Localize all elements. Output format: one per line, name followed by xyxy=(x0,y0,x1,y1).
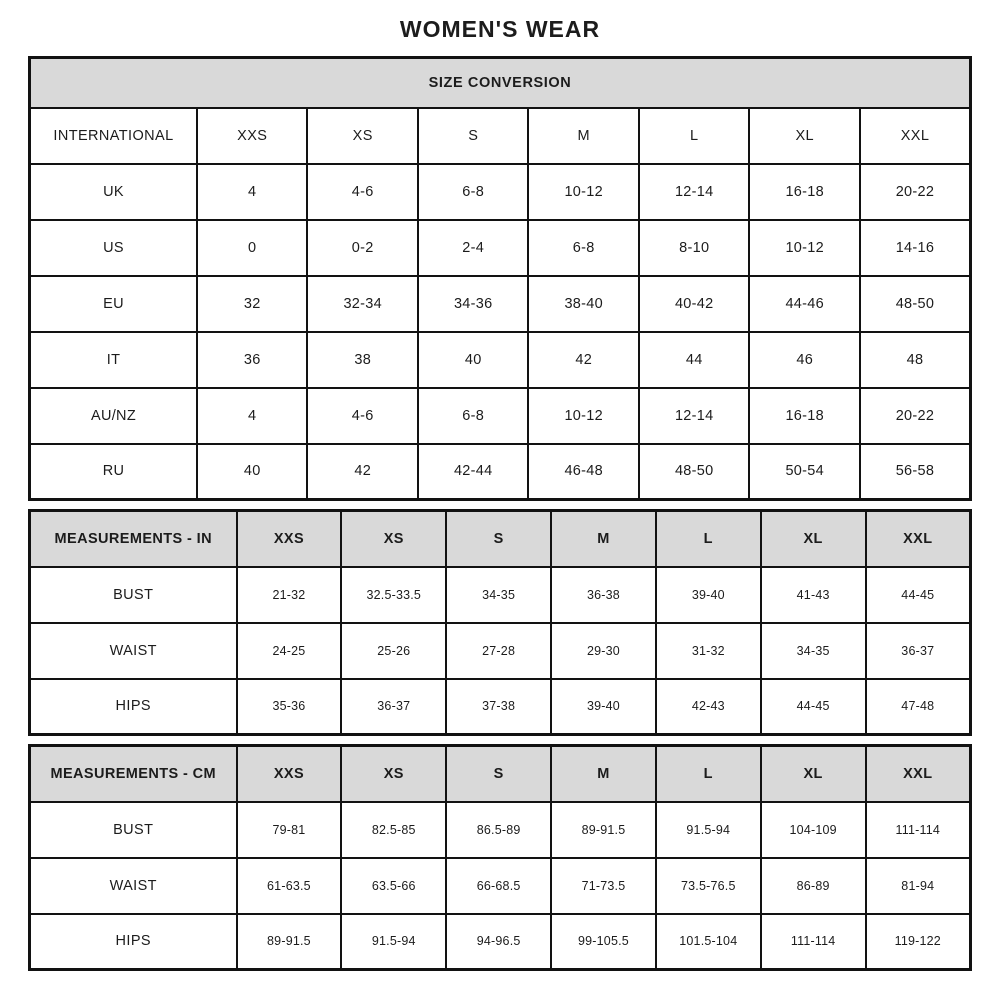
value-cell: 104-109 xyxy=(761,802,866,858)
col-header-m: M xyxy=(551,746,656,802)
value-cell: 42-44 xyxy=(418,444,529,500)
value-cell: 56-58 xyxy=(860,444,971,500)
col-header-s: S xyxy=(446,746,551,802)
value-cell: 38 xyxy=(307,332,418,388)
value-cell: 40-42 xyxy=(639,276,750,332)
table-row xyxy=(30,164,971,220)
measurements-in-header-row xyxy=(30,511,971,567)
value-cell: 44-45 xyxy=(761,679,866,735)
row-label-ru: RU xyxy=(30,444,197,500)
value-cell: 42 xyxy=(528,332,639,388)
row-label-hips: HIPS xyxy=(30,679,237,735)
value-cell: 44 xyxy=(639,332,750,388)
page-title: WOMEN'S WEAR xyxy=(399,16,601,42)
value-cell: 37-38 xyxy=(446,679,551,735)
size-conversion-table xyxy=(28,56,972,501)
value-cell: 73.5-76.5 xyxy=(656,858,761,914)
value-cell: 4 xyxy=(197,164,308,220)
row-label-au-nz: AU/NZ xyxy=(30,388,197,444)
table-row xyxy=(30,858,971,914)
value-cell: 10-12 xyxy=(528,164,639,220)
value-cell: 34-35 xyxy=(761,623,866,679)
table-row xyxy=(30,388,971,444)
value-cell: 12-14 xyxy=(639,388,750,444)
measurements-in-table xyxy=(28,509,972,736)
value-cell: 82.5-85 xyxy=(341,802,446,858)
col-header-xxl: XXL xyxy=(860,108,971,164)
value-cell: 32-34 xyxy=(307,276,418,332)
value-cell: 99-105.5 xyxy=(551,914,656,970)
row-label-it: IT xyxy=(30,332,197,388)
value-cell: 81-94 xyxy=(866,858,971,914)
value-cell: 6-8 xyxy=(418,388,529,444)
value-cell: 46-48 xyxy=(528,444,639,500)
table-row xyxy=(30,802,971,858)
value-cell: 86.5-89 xyxy=(446,802,551,858)
value-cell: 36-38 xyxy=(551,567,656,623)
value-cell: 61-63.5 xyxy=(237,858,342,914)
value-cell: 48-50 xyxy=(860,276,971,332)
value-cell: 0 xyxy=(197,220,308,276)
value-cell: 50-54 xyxy=(749,444,860,500)
col-header-m: M xyxy=(528,108,639,164)
value-cell: 44-46 xyxy=(749,276,860,332)
value-cell: 91.5-94 xyxy=(341,914,446,970)
col-header-l: L xyxy=(656,511,761,567)
table-row xyxy=(30,679,971,735)
value-cell: 44-45 xyxy=(866,567,971,623)
col-header-xs: XS xyxy=(341,746,446,802)
value-cell: 6-8 xyxy=(528,220,639,276)
value-cell: 36 xyxy=(197,332,308,388)
value-cell: 71-73.5 xyxy=(551,858,656,914)
col-header-measurements-in: MEASUREMENTS - IN xyxy=(30,511,237,567)
value-cell: 10-12 xyxy=(528,388,639,444)
value-cell: 48 xyxy=(860,332,971,388)
col-header-xs: XS xyxy=(341,511,446,567)
size-conversion-title: SIZE CONVERSION xyxy=(30,58,971,108)
col-header-xl: XL xyxy=(761,511,866,567)
value-cell: 4-6 xyxy=(307,388,418,444)
value-cell: 36-37 xyxy=(866,623,971,679)
value-cell: 46 xyxy=(749,332,860,388)
value-cell: 47-48 xyxy=(866,679,971,735)
value-cell: 32 xyxy=(197,276,308,332)
row-label-waist: WAIST xyxy=(30,858,237,914)
value-cell: 42-43 xyxy=(656,679,761,735)
value-cell: 10-12 xyxy=(749,220,860,276)
value-cell: 31-32 xyxy=(656,623,761,679)
value-cell: 38-40 xyxy=(528,276,639,332)
value-cell: 101.5-104 xyxy=(656,914,761,970)
value-cell: 29-30 xyxy=(551,623,656,679)
table-row xyxy=(30,444,971,500)
value-cell: 66-68.5 xyxy=(446,858,551,914)
value-cell: 12-14 xyxy=(639,164,750,220)
row-label-bust: BUST xyxy=(30,567,237,623)
value-cell: 27-28 xyxy=(446,623,551,679)
value-cell: 25-26 xyxy=(341,623,446,679)
size-conversion-header-row xyxy=(30,108,971,164)
table-row xyxy=(30,220,971,276)
value-cell: 91.5-94 xyxy=(656,802,761,858)
value-cell: 40 xyxy=(197,444,308,500)
value-cell: 48-50 xyxy=(639,444,750,500)
value-cell: 34-36 xyxy=(418,276,529,332)
col-header-l: L xyxy=(656,746,761,802)
row-label-hips: HIPS xyxy=(30,914,237,970)
value-cell: 79-81 xyxy=(237,802,342,858)
table-row xyxy=(30,276,971,332)
value-cell: 14-16 xyxy=(860,220,971,276)
table-row xyxy=(30,914,971,970)
value-cell: 36-37 xyxy=(341,679,446,735)
value-cell: 20-22 xyxy=(860,388,971,444)
value-cell: 20-22 xyxy=(860,164,971,220)
value-cell: 2-4 xyxy=(418,220,529,276)
table-row xyxy=(30,332,971,388)
col-header-xxs: XXS xyxy=(237,746,342,802)
row-label-eu: EU xyxy=(30,276,197,332)
value-cell: 94-96.5 xyxy=(446,914,551,970)
value-cell: 0-2 xyxy=(307,220,418,276)
value-cell: 89-91.5 xyxy=(551,802,656,858)
value-cell: 39-40 xyxy=(656,567,761,623)
value-cell: 8-10 xyxy=(639,220,750,276)
value-cell: 16-18 xyxy=(749,388,860,444)
col-header-s: S xyxy=(418,108,529,164)
col-header-xxl: XXL xyxy=(866,511,971,567)
value-cell: 40 xyxy=(418,332,529,388)
value-cell: 6-8 xyxy=(418,164,529,220)
col-header-l: L xyxy=(639,108,750,164)
col-header-xxs: XXS xyxy=(197,108,308,164)
value-cell: 39-40 xyxy=(551,679,656,735)
row-label-bust: BUST xyxy=(30,802,237,858)
col-header-s: S xyxy=(446,511,551,567)
col-header-xl: XL xyxy=(761,746,866,802)
col-header-xs: XS xyxy=(307,108,418,164)
col-header-international: INTERNATIONAL xyxy=(30,108,197,164)
value-cell: 35-36 xyxy=(237,679,342,735)
measurements-cm-table xyxy=(28,744,972,971)
value-cell: 111-114 xyxy=(866,802,971,858)
row-label-waist: WAIST xyxy=(30,623,237,679)
value-cell: 119-122 xyxy=(866,914,971,970)
value-cell: 111-114 xyxy=(761,914,866,970)
value-cell: 4 xyxy=(197,388,308,444)
value-cell: 21-32 xyxy=(237,567,342,623)
value-cell: 16-18 xyxy=(749,164,860,220)
col-header-xxl: XXL xyxy=(866,746,971,802)
value-cell: 89-91.5 xyxy=(237,914,342,970)
value-cell: 24-25 xyxy=(237,623,342,679)
col-header-measurements-cm: MEASUREMENTS - CM xyxy=(30,746,237,802)
value-cell: 41-43 xyxy=(761,567,866,623)
row-label-uk: UK xyxy=(30,164,197,220)
value-cell: 42 xyxy=(307,444,418,500)
col-header-xxs: XXS xyxy=(237,511,342,567)
value-cell: 4-6 xyxy=(307,164,418,220)
table-row xyxy=(30,567,971,623)
value-cell: 63.5-66 xyxy=(341,858,446,914)
row-label-us: US xyxy=(30,220,197,276)
value-cell: 86-89 xyxy=(761,858,866,914)
value-cell: 32.5-33.5 xyxy=(341,567,446,623)
size-conversion-title-row xyxy=(30,58,971,108)
measurements-cm-header-row xyxy=(30,746,971,802)
value-cell: 34-35 xyxy=(446,567,551,623)
table-row xyxy=(30,623,971,679)
col-header-xl: XL xyxy=(749,108,860,164)
col-header-m: M xyxy=(551,511,656,567)
